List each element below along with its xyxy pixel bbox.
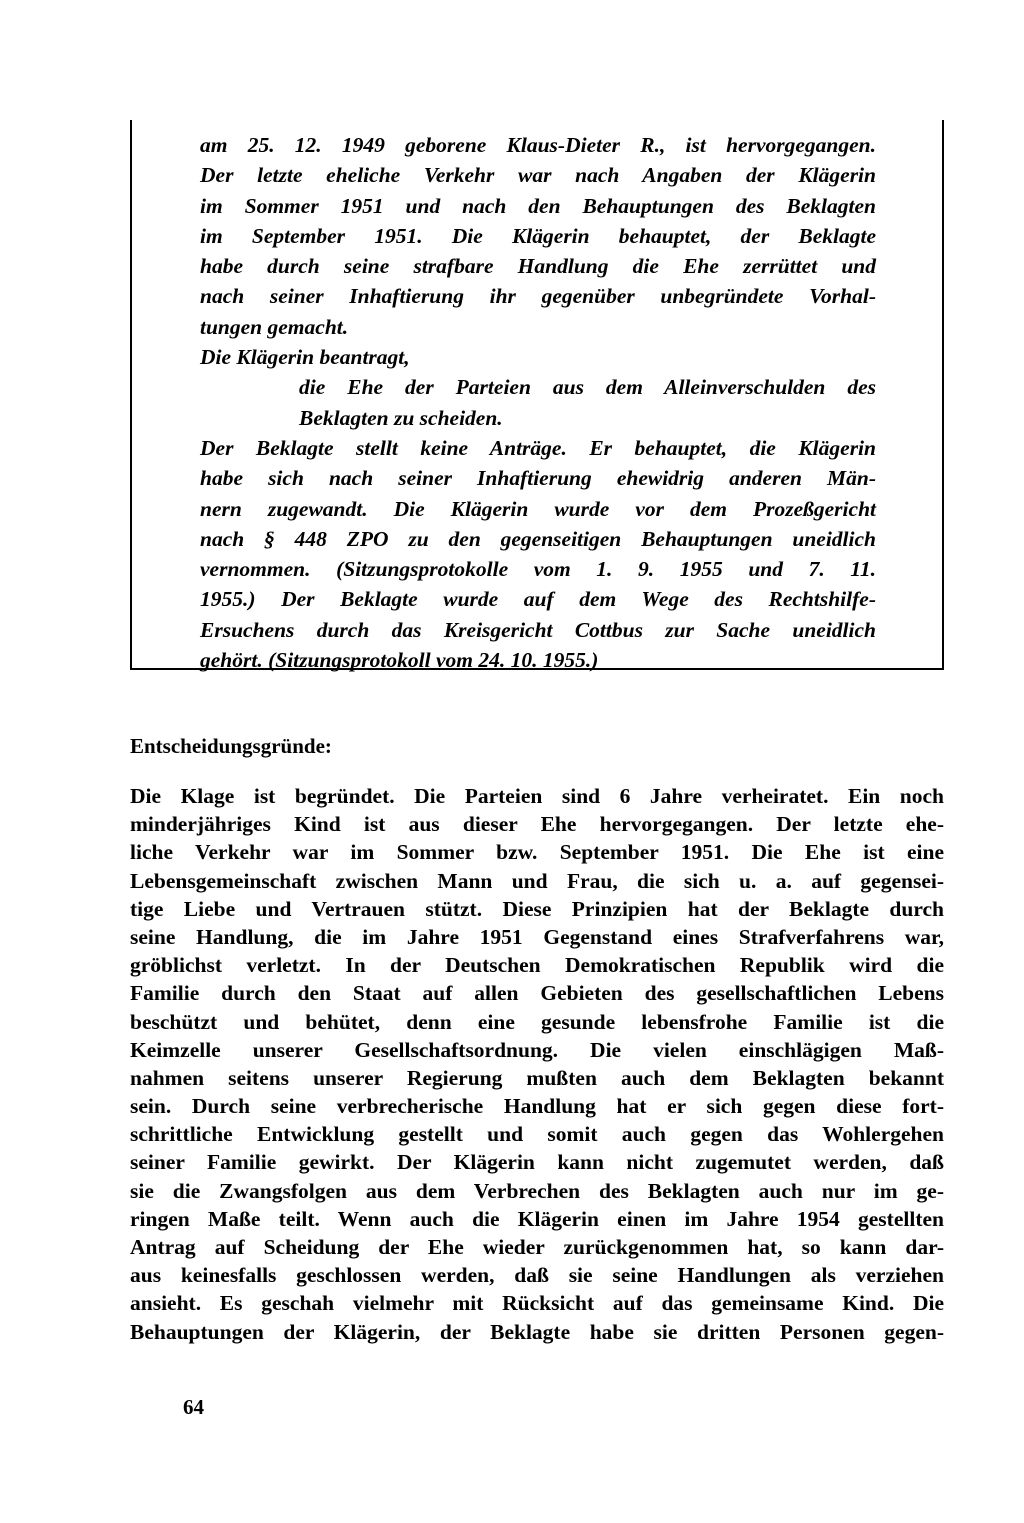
- body-line: Die Klage ist begründet. Die Parteien sind 6 Jahre verheiratet. Ein noch: [130, 784, 944, 808]
- framed-line: habe durch seine strafbare Handlung die Ehe zerrüttet und: [200, 254, 876, 279]
- framed-line: 1955.) Der Beklagte wurde auf dem Wege des Rechtshilfe-: [200, 587, 876, 612]
- body-line: liche Verkehr war im Sommer bzw. September 1951. Die Ehe ist eine: [130, 840, 944, 865]
- section-body: [130, 782, 944, 1346]
- framed-line: tungen gemacht.: [200, 314, 349, 339]
- body-line: aus keinesfalls geschlossen werden, daß sie seine Handlungen als verziehen: [130, 1263, 944, 1288]
- body-line: seine Handlung, die im Jahre 1951 Gegenstand eines Strafverfahrens war,: [130, 924, 944, 949]
- body-line: schrittliche Entwicklung gestellt und somit auch gegen das Wohlergehen: [130, 1122, 944, 1147]
- body-line: Keimzelle unserer Gesellschaftsordnung. Die vielen einschlägigen Maß-: [130, 1037, 944, 1062]
- framed-line: Ersuchens durch das Kreisgericht Cottbus zur Sache uneidlich: [200, 617, 876, 642]
- framed-line: Beklagten zu scheiden.: [299, 405, 503, 430]
- framed-line: Die Klägerin beantragt,: [200, 345, 410, 370]
- body-line: Familie durch den Staat auf allen Gebieten des gesellschaftlichen Lebens: [130, 981, 944, 1006]
- framed-line: gehört. (Sitzungsprotokoll vom 24. 10. 1955.): [200, 648, 599, 673]
- body-line: sie die Zwangsfolgen aus dem Verbrechen des Beklagten auch nur im ge-: [130, 1178, 944, 1203]
- framed-line: im Sommer 1951 und nach den Behauptungen des Beklagten: [200, 193, 876, 218]
- framed-line: am 25. 12. 1949 geborene Klaus-Dieter R., ist hervorgegangen.: [200, 133, 876, 157]
- framed-block-text: [200, 130, 876, 675]
- body-line: seiner Familie gewirkt. Der Klägerin kann nicht zugemutet werden, daß: [130, 1150, 944, 1175]
- body-line: gröblichst verletzt. In der Deutschen Demokratischen Republik wird die: [130, 953, 944, 978]
- framed-line: Der Beklagte stellt keine Anträge. Er behauptet, die Klägerin: [200, 435, 876, 460]
- body-line: Antrag auf Scheidung der Ehe wieder zurückgenommen hat, so kann dar-: [130, 1235, 944, 1259]
- body-line: Behauptungen der Klägerin, der Beklagte habe sie dritten Personen gegen-: [130, 1319, 944, 1344]
- framed-line: habe sich nach seiner Inhaftierung ehewidrig anderen Män-: [200, 466, 876, 491]
- body-line: beschützt und behütet, denn eine gesunde lebensfrohe Familie ist die: [130, 1009, 944, 1034]
- framed-line: vernommen. (Sitzungsprotokolle vom 1. 9. 1955 und 7. 11.: [200, 557, 876, 582]
- body-line: ansieht. Es geschah vielmehr mit Rücksicht auf das gemeinsame Kind. Die: [130, 1291, 944, 1316]
- body-line: minderjähriges Kind ist aus dieser Ehe hervorgegangen. Der letzte ehe-: [130, 812, 944, 837]
- page-number: 64: [183, 1395, 204, 1419]
- body-line: nahmen seitens unserer Regierung mußten auch dem Beklagten bekannt: [130, 1065, 944, 1090]
- body-line: ringen Maße teilt. Wenn auch die Klägerin einen im Jahre 1954 gestellten: [130, 1206, 944, 1231]
- framed-line: im September 1951. Die Klägerin behauptet, der Beklagte: [200, 223, 876, 248]
- body-line: sein. Durch seine verbrecherische Handlung hat er sich gegen diese fort-: [130, 1094, 944, 1119]
- framed-line: nach § 448 ZPO zu den gegenseitigen Behauptungen uneidlich: [200, 526, 876, 551]
- section-heading: Entscheidungsgründe:: [130, 734, 332, 758]
- framed-line: nern zugewandt. Die Klägerin wurde vor dem Prozeßgericht: [200, 496, 876, 521]
- framed-line: die Ehe der Parteien aus dem Alleinverschulden des: [299, 375, 876, 400]
- body-line: tige Liebe und Vertrauen stützt. Diese Prinzipien hat der Beklagte durch: [130, 896, 944, 921]
- framed-line: Der letzte eheliche Verkehr war nach Angaben der Klägerin: [200, 163, 876, 188]
- framed-line: nach seiner Inhaftierung ihr gegenüber unbegründete Vorhal-: [200, 284, 876, 309]
- body-line: Lebensgemeinschaft zwischen Mann und Frau, die sich u. a. auf gegensei-: [130, 868, 944, 893]
